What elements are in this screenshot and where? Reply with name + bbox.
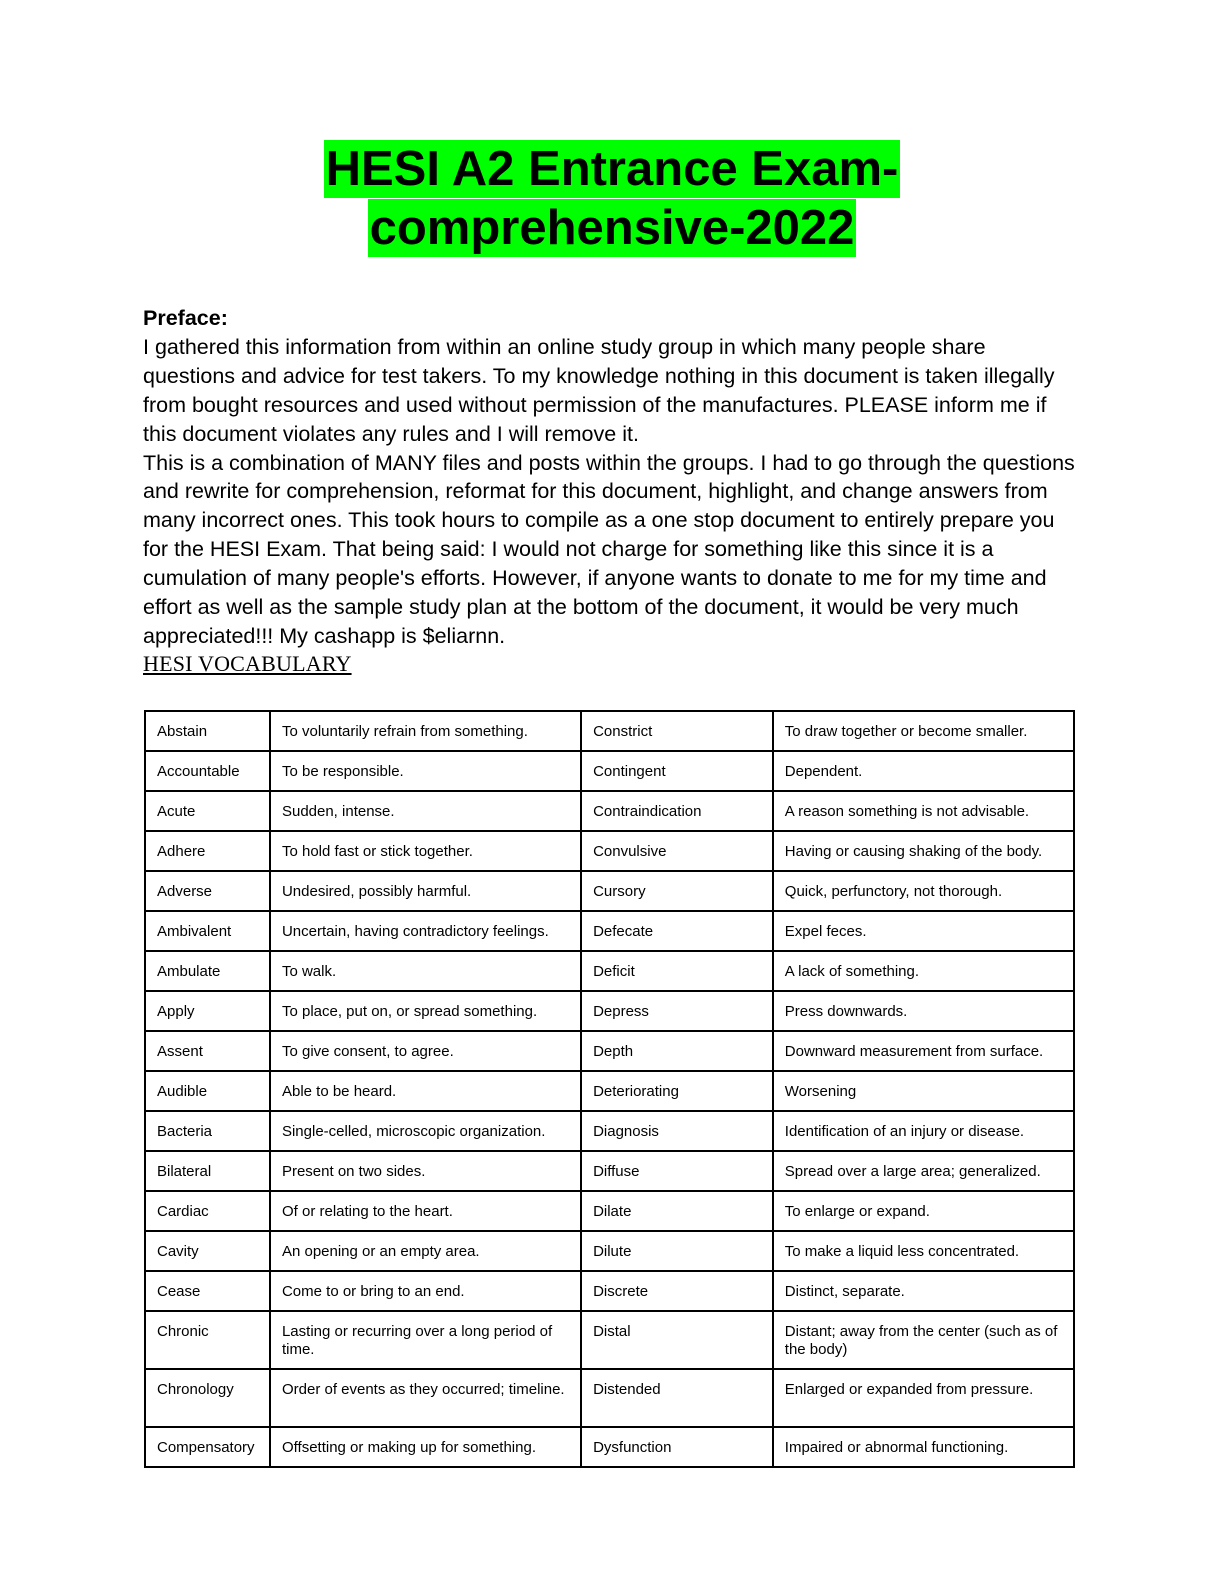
vocab-definition-b-cell: Dependent. [773, 751, 1074, 791]
table-row [145, 1311, 1074, 1369]
vocabulary-table [144, 710, 1075, 1468]
vocab-definition-b-cell: To make a liquid less concentrated. [773, 1231, 1074, 1271]
table-row [145, 1071, 1074, 1111]
vocab-definition-a-cell: To voluntarily refrain from something. [270, 711, 581, 751]
vocab-term-b-cell: Convulsive [581, 831, 773, 871]
vocab-term-a-cell: Chronology [145, 1369, 270, 1427]
table-row [145, 951, 1074, 991]
table-row [145, 911, 1074, 951]
vocab-definition-b-cell: To draw together or become smaller. [773, 711, 1074, 751]
vocab-definition-b-cell: Identification of an injury or disease. [773, 1111, 1074, 1151]
table-row [145, 791, 1074, 831]
vocab-definition-a-cell: Of or relating to the heart. [270, 1191, 581, 1231]
vocab-definition-a-cell: Single-celled, microscopic organization. [270, 1111, 581, 1151]
vocab-term-b-cell: Discrete [581, 1271, 773, 1311]
vocab-term-a-cell: Abstain [145, 711, 270, 751]
preface-label: Preface: [143, 306, 228, 330]
vocab-definition-b-cell: Having or causing shaking of the body. [773, 831, 1074, 871]
vocab-term-a-cell: Assent [145, 1031, 270, 1071]
vocab-definition-b-cell: Press downwards. [773, 991, 1074, 1031]
vocab-term-a-cell: Accountable [145, 751, 270, 791]
vocab-definition-b-cell: Enlarged or expanded from pressure. [773, 1369, 1074, 1427]
vocab-term-b-cell: Depth [581, 1031, 773, 1071]
vocab-definition-a-cell: Uncertain, having contradictory feelings. [270, 911, 581, 951]
vocab-definition-b-cell: Downward measurement from surface. [773, 1031, 1074, 1071]
table-row [145, 711, 1074, 751]
vocab-definition-a-cell: Present on two sides. [270, 1151, 581, 1191]
vocab-term-b-cell: Depress [581, 991, 773, 1031]
vocab-definition-b-cell: Distinct, separate. [773, 1271, 1074, 1311]
vocab-definition-b-cell: A lack of something. [773, 951, 1074, 991]
preface-paragraph-2: This is a combination of MANY files and posts within the groups. I had to go through the questions and rewrite for comprehension, reformat for this document, highlight, and change answers from many incorrect ones. This took hours to compile as a one stop document to entirely prepare you for the HESI Exam. That being said: I would not charge for something like this since it is a cumulation of many people's efforts. However, if anyone wants to donate to me for my time and effort as well as the sample study plan at the bottom of the document, it would be very much appreciated!!! My cashapp is $eliarnn. [143, 450, 1075, 648]
vocab-term-b-cell: Deficit [581, 951, 773, 991]
vocab-definition-a-cell: To place, put on, or spread something. [270, 991, 581, 1031]
table-row [145, 991, 1074, 1031]
vocab-term-a-cell: Cease [145, 1271, 270, 1311]
document-title [0, 140, 1224, 258]
vocab-term-b-cell: Constrict [581, 711, 773, 751]
vocab-term-b-cell: Dilute [581, 1231, 773, 1271]
vocab-definition-b-cell: Quick, perfunctory, not thorough. [773, 871, 1074, 911]
vocab-definition-a-cell: To give consent, to agree. [270, 1031, 581, 1071]
vocab-definition-a-cell: Offsetting or making up for something. [270, 1427, 581, 1467]
vocab-definition-a-cell: An opening or an empty area. [270, 1231, 581, 1271]
vocab-term-b-cell: Contraindication [581, 791, 773, 831]
table-row [145, 1151, 1074, 1191]
table-row [145, 1031, 1074, 1071]
preface-paragraph-1: I gathered this information from within an online study group in which many people share questions and advice for test takers. To my knowledge nothing in this document is taken illegally from bought resources and used without permission of the manufactures. PLEASE inform me if this document violates any rules and I will remove it. [143, 334, 1055, 446]
vocab-definition-a-cell: Lasting or recurring over a long period of time. [270, 1311, 581, 1369]
vocab-definition-a-cell: Come to or bring to an end. [270, 1271, 581, 1311]
table-row [145, 751, 1074, 791]
vocab-definition-a-cell: To hold fast or stick together. [270, 831, 581, 871]
vocab-definition-a-cell: To walk. [270, 951, 581, 991]
vocab-term-a-cell: Cardiac [145, 1191, 270, 1231]
vocab-definition-b-cell: Worsening [773, 1071, 1074, 1111]
table-row [145, 1191, 1074, 1231]
vocab-term-b-cell: Dysfunction [581, 1427, 773, 1467]
vocab-term-a-cell: Ambivalent [145, 911, 270, 951]
table-row [145, 1231, 1074, 1271]
vocabulary-table-body [145, 711, 1074, 1467]
vocab-term-a-cell: Adverse [145, 871, 270, 911]
table-row [145, 1111, 1074, 1151]
vocab-definition-b-cell: To enlarge or expand. [773, 1191, 1074, 1231]
vocab-term-b-cell: Cursory [581, 871, 773, 911]
vocab-term-a-cell: Bilateral [145, 1151, 270, 1191]
vocab-term-a-cell: Bacteria [145, 1111, 270, 1151]
vocab-definition-a-cell: Sudden, intense. [270, 791, 581, 831]
preface-section [143, 304, 1083, 651]
vocab-definition-b-cell: Spread over a large area; generalized. [773, 1151, 1074, 1191]
vocab-definition-b-cell: Impaired or abnormal functioning. [773, 1427, 1074, 1467]
table-row [145, 1427, 1074, 1467]
title-line-2: comprehensive-2022 [369, 201, 855, 255]
vocab-definition-a-cell: Undesired, possibly harmful. [270, 871, 581, 911]
vocab-term-b-cell: Diagnosis [581, 1111, 773, 1151]
vocab-term-a-cell: Chronic [145, 1311, 270, 1369]
vocab-term-a-cell: Cavity [145, 1231, 270, 1271]
vocab-definition-b-cell: Expel feces. [773, 911, 1074, 951]
vocab-term-a-cell: Apply [145, 991, 270, 1031]
table-row [145, 831, 1074, 871]
vocab-term-b-cell: Deteriorating [581, 1071, 773, 1111]
vocab-definition-b-cell: Distant; away from the center (such as of the body) [773, 1311, 1074, 1369]
vocab-term-b-cell: Defecate [581, 911, 773, 951]
vocab-term-b-cell: Distal [581, 1311, 773, 1369]
vocab-term-b-cell: Contingent [581, 751, 773, 791]
vocab-definition-b-cell: A reason something is not advisable. [773, 791, 1074, 831]
vocab-definition-a-cell: Order of events as they occurred; timeline. [270, 1369, 581, 1427]
vocab-term-a-cell: Audible [145, 1071, 270, 1111]
title-line-1: HESI A2 Entrance Exam- [325, 142, 899, 196]
vocab-term-b-cell: Distended [581, 1369, 773, 1427]
table-row [145, 871, 1074, 911]
vocab-term-a-cell: Compensatory [145, 1427, 270, 1467]
table-row [145, 1369, 1074, 1427]
vocab-definition-a-cell: Able to be heard. [270, 1071, 581, 1111]
vocab-term-b-cell: Diffuse [581, 1151, 773, 1191]
vocab-term-a-cell: Adhere [145, 831, 270, 871]
table-row [145, 1271, 1074, 1311]
vocabulary-heading: HESI VOCABULARY [143, 651, 352, 676]
vocab-term-b-cell: Dilate [581, 1191, 773, 1231]
vocab-term-a-cell: Acute [145, 791, 270, 831]
vocab-definition-a-cell: To be responsible. [270, 751, 581, 791]
vocab-term-a-cell: Ambulate [145, 951, 270, 991]
